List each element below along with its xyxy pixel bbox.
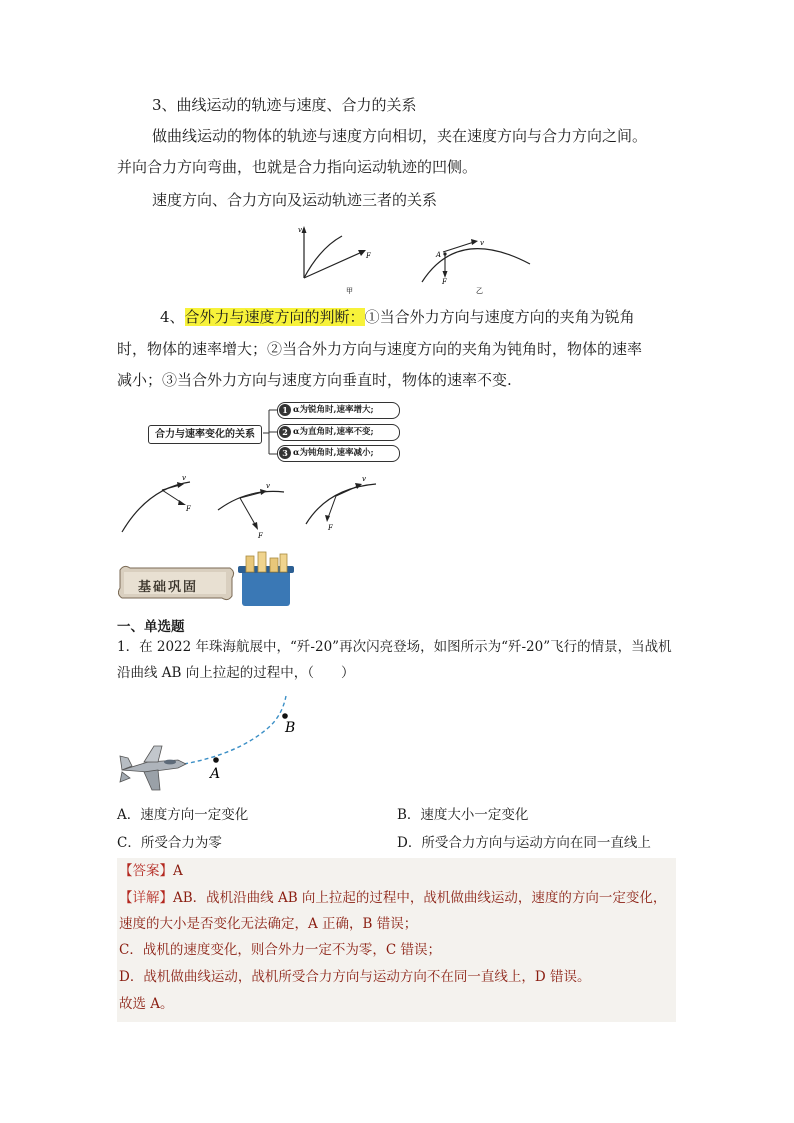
- fig2-right-v: v: [266, 482, 270, 490]
- mindmap-item-3-text: α为钝角时,速率减小;: [293, 448, 374, 458]
- section4-highlight: 合外力与速度方向的判断：: [184, 308, 365, 326]
- figure-yi: [422, 239, 530, 295]
- fig2-obtuse: [306, 475, 376, 532]
- fig1-left-F: F: [366, 252, 371, 260]
- option-d[interactable]: D．所受合力方向与运动方向在同一直线上: [397, 835, 651, 851]
- mindmap-item-3-num: 3: [279, 447, 291, 459]
- answer-detail-line5: 故选 A。: [119, 996, 174, 1012]
- fig1-right-A: A: [436, 251, 442, 259]
- answer-detail-line3: C．战机的速度变化，则合外力一定不为零，C 错误；: [119, 942, 441, 958]
- mindmap-item-2-text: α为直角时,速率不变;: [293, 427, 374, 437]
- jet-curve-figure: [118, 694, 318, 798]
- mindmap-item-2-num: 2: [279, 426, 291, 438]
- fig1-left-caption: 甲: [346, 287, 353, 295]
- banner-jichu-gonggu: [118, 548, 298, 610]
- fig1-left-v: v: [298, 226, 302, 234]
- fig2-acute-F: F: [186, 505, 191, 513]
- answer-detail-tag: 【详解】: [119, 890, 173, 906]
- mindmap-item-1-text: α为锐角时,速率增大;: [293, 405, 374, 415]
- question1-line1: 1．在 2022 年珠海航展中，“歼-20”再次闪亮登场，如图所示为“歼-20”飞行的情景，当战机: [117, 639, 672, 655]
- fig1-right-v: v: [480, 239, 484, 247]
- option-b[interactable]: B．速度大小一定变化: [397, 807, 529, 823]
- section3-para-line2: 并向合力方向弯曲，也就是合力指向运动轨迹的凹侧。: [117, 158, 478, 176]
- fig2-obtuse-F: F: [328, 524, 333, 532]
- answer-detail-line1: [119, 885, 666, 911]
- section3-heading: 3、曲线运动的轨迹与速度、合力的关系: [152, 96, 417, 114]
- section4-num: 4、: [160, 308, 185, 326]
- banner-text: 基础巩固: [138, 580, 199, 595]
- point-B-label: B: [285, 720, 296, 736]
- figure-jia: [298, 226, 372, 295]
- answer-line: [119, 858, 183, 884]
- section4-line2: 时，物体的速率增大；②当合外力方向与速度方向的夹角为钝角时，物体的速率: [117, 340, 643, 358]
- section4-line3: 减小；③当合外力方向与速度方向垂直时，物体的速率不变.: [117, 371, 512, 389]
- fig1-right-caption: 乙: [476, 287, 483, 295]
- mindmap-item-3: [277, 445, 400, 462]
- fig2-obtuse-v: v: [362, 475, 366, 483]
- answer-detail-line4: D．战机做曲线运动，战机所受合力方向与运动方向不在同一直线上，D 错误。: [119, 969, 591, 985]
- force-angle-figures: [118, 470, 388, 540]
- fig2-right-F: F: [258, 532, 263, 540]
- mindmap-item-1-num: 1: [279, 404, 291, 416]
- section3-caption: 速度方向、合力方向及运动轨迹三者的关系: [152, 191, 438, 209]
- fig2-acute: [122, 474, 192, 532]
- fig2-right: [218, 482, 284, 540]
- section3-para-line1: 做曲线运动的物体的轨迹与速度方向相切，夹在速度方向与合力方向之间。: [152, 127, 648, 145]
- answer-detail-line1-text: AB．战机沿曲线 AB 向上拉起的过程中，战机做曲线运动，速度的方向一定变化，: [173, 890, 667, 906]
- question-section-title: 一、单选题: [117, 619, 185, 635]
- velocity-force-figure: [290, 220, 550, 300]
- answer-tag: 【答案】: [119, 863, 173, 879]
- answer-value: A: [173, 863, 183, 879]
- section4-line1-rest: ①当合外力方向与速度方向的夹角为锐角: [364, 308, 635, 326]
- point-A-label: A: [210, 766, 221, 782]
- section4-line1: [160, 302, 635, 333]
- option-c[interactable]: C．所受合力为零: [117, 835, 222, 851]
- fig2-acute-v: v: [182, 474, 186, 482]
- option-a[interactable]: A．速度方向一定变化: [117, 807, 249, 823]
- mindmap: [148, 402, 398, 460]
- mindmap-root: 合力与速率变化的关系: [148, 425, 262, 444]
- mindmap-item-2: [277, 424, 400, 441]
- question1-line2: 沿曲线 AB 向上拉起的过程中，（ ）: [117, 665, 355, 681]
- fig1-right-F: F: [442, 278, 447, 286]
- mindmap-item-1: [277, 402, 400, 419]
- answer-detail-line2: 速度的大小是否变化无法确定，A 正确，B 错误；: [119, 916, 418, 932]
- jet-icon: [120, 746, 186, 790]
